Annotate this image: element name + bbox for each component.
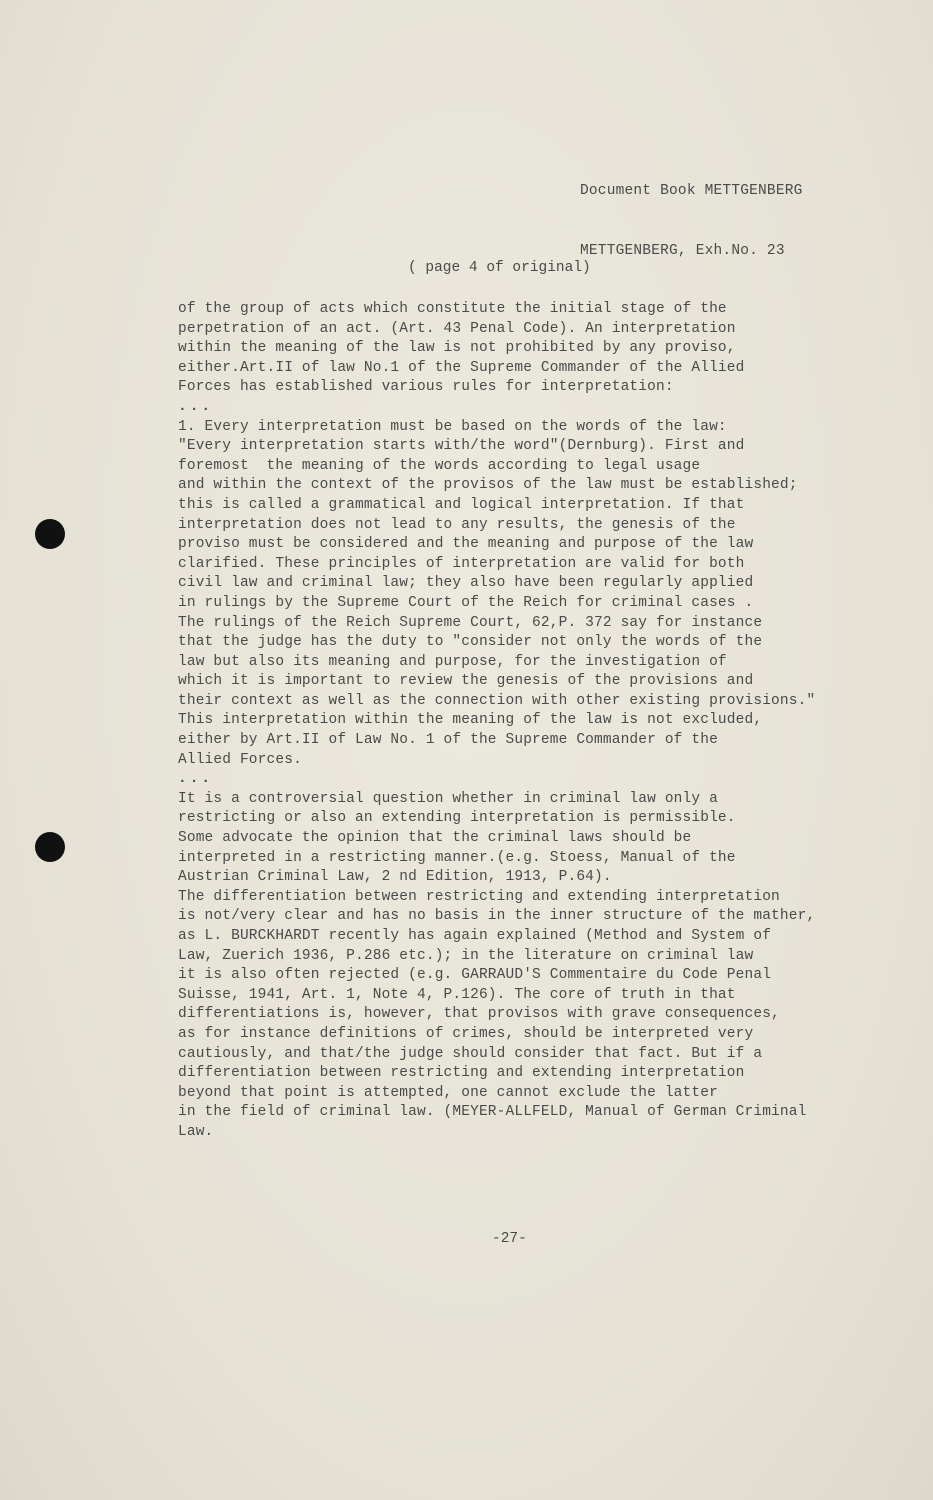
text-line: it is also often rejected (e.g. GARRAUD'S Commentaire du Code Penal <box>178 967 772 984</box>
text-line: beyond that point is attempted, one cannot exclude the latter <box>178 1084 718 1101</box>
text-line: differentiations is, however, that provisos with grave consequences, <box>178 1006 780 1023</box>
text-line: Forces has established various rules for interpretation: <box>178 379 674 396</box>
text-line: and within the context of the provisos of the law must be established; <box>178 477 798 494</box>
punch-hole-bottom <box>35 832 65 862</box>
text-line: Suisse, 1941, Art. 1, Note 4, P.126). The core of truth in that <box>178 986 736 1003</box>
text-line: interpretation does not lead to any results, the genesis of the <box>178 516 736 533</box>
punch-hole-top <box>35 519 65 549</box>
text-line: clarified. These principles of interpretation are valid for both <box>178 555 745 572</box>
ellipsis-separator: ... <box>178 398 214 415</box>
text-line: The rulings of the Reich Supreme Court, 62,P. 372 say for instance <box>178 614 763 631</box>
text-line: proviso must be considered and the meaning and purpose of the law <box>178 536 754 553</box>
text-line: Austrian Criminal Law, 2 nd Edition, 1913, P.64). <box>178 869 612 886</box>
text-line: This interpretation within the meaning of the law is not excluded, <box>178 712 763 729</box>
text-line: as L. BURCKHARDT recently has again explained (Method and System of <box>178 928 772 944</box>
text-line: differentiation between restricting and extending interpretation <box>178 1065 745 1082</box>
text-line: Allied Forces. <box>178 751 302 768</box>
text-line: foremost the meaning of the words according to legal usage <box>178 457 701 474</box>
text-line: Law. <box>178 1123 214 1140</box>
text-line: Some advocate the opinion that the criminal laws should be <box>178 830 692 847</box>
text-line: in rulings by the Supreme Court of the Reich for criminal cases . <box>178 594 754 611</box>
text-line: in the field of criminal law. (MEYER-ALLFELD, Manual of German Criminal <box>178 1104 807 1121</box>
text-line: within the meaning of the law is not prohibited by any proviso, <box>178 340 736 357</box>
header-line-1: Document Book METTGENBERG <box>580 183 803 199</box>
text-line: as for instance definitions of crimes, should be interpreted very <box>178 1025 754 1042</box>
text-line: It is a controversial question whether in criminal law only a <box>178 790 718 807</box>
text-line: The differentiation between restricting and extending interpretation <box>178 888 780 905</box>
text-line: their context as well as the connection with other existing provisions." <box>178 692 816 709</box>
text-line: Law, Zuerich 1936, P.286 etc.); in the literature on criminal law <box>178 947 754 964</box>
text-line: this is called a grammatical and logical interpretation. If that <box>178 496 745 513</box>
text-line: that the judge has the duty to "consider not only the words of the <box>178 634 763 651</box>
text-line: either.Art.II of law No.1 of the Supreme Commander of the Allied <box>178 359 745 376</box>
text-line: "Every interpretation starts with/the word"(Dernburg). First and <box>178 438 745 455</box>
page-number: -27- <box>492 1231 527 1247</box>
text-line: 1. Every interpretation must be based on the words of the law: <box>178 418 727 435</box>
page-of-original-note: ( page 4 of original) <box>408 260 591 276</box>
paragraph-3 <box>178 790 878 1143</box>
text-line: cautiously, and that/the judge should consider that fact. But if a <box>178 1045 763 1062</box>
text-line: law but also its meaning and purpose, for the investigation of <box>178 653 727 670</box>
text-line: perpetration of an act. (Art. 43 Penal Code). An interpretation <box>178 320 736 337</box>
header-line-2: METTGENBERG, Exh.No. 23 <box>580 242 785 259</box>
text-line: interpreted in a restricting manner.(e.g. Stoess, Manual of the <box>178 849 736 866</box>
text-line: restricting or also an extending interpretation is permissible. <box>178 810 736 827</box>
paragraph-1 <box>178 300 878 398</box>
text-line: which it is important to review the genesis of the provisions and <box>178 673 754 690</box>
paragraph-2 <box>178 418 878 771</box>
document-body <box>178 300 878 1143</box>
text-line: civil law and criminal law; they also have been regularly applied <box>178 575 754 592</box>
text-line: is not/very clear and has no basis in the inner structure of the mather, <box>178 908 816 925</box>
document-header <box>580 141 803 300</box>
text-line: of the group of acts which constitute the initial stage of the <box>178 301 727 317</box>
text-line: either by Art.II of Law No. 1 of the Supreme Commander of the <box>178 732 718 749</box>
ellipsis-separator: ... <box>178 771 214 788</box>
